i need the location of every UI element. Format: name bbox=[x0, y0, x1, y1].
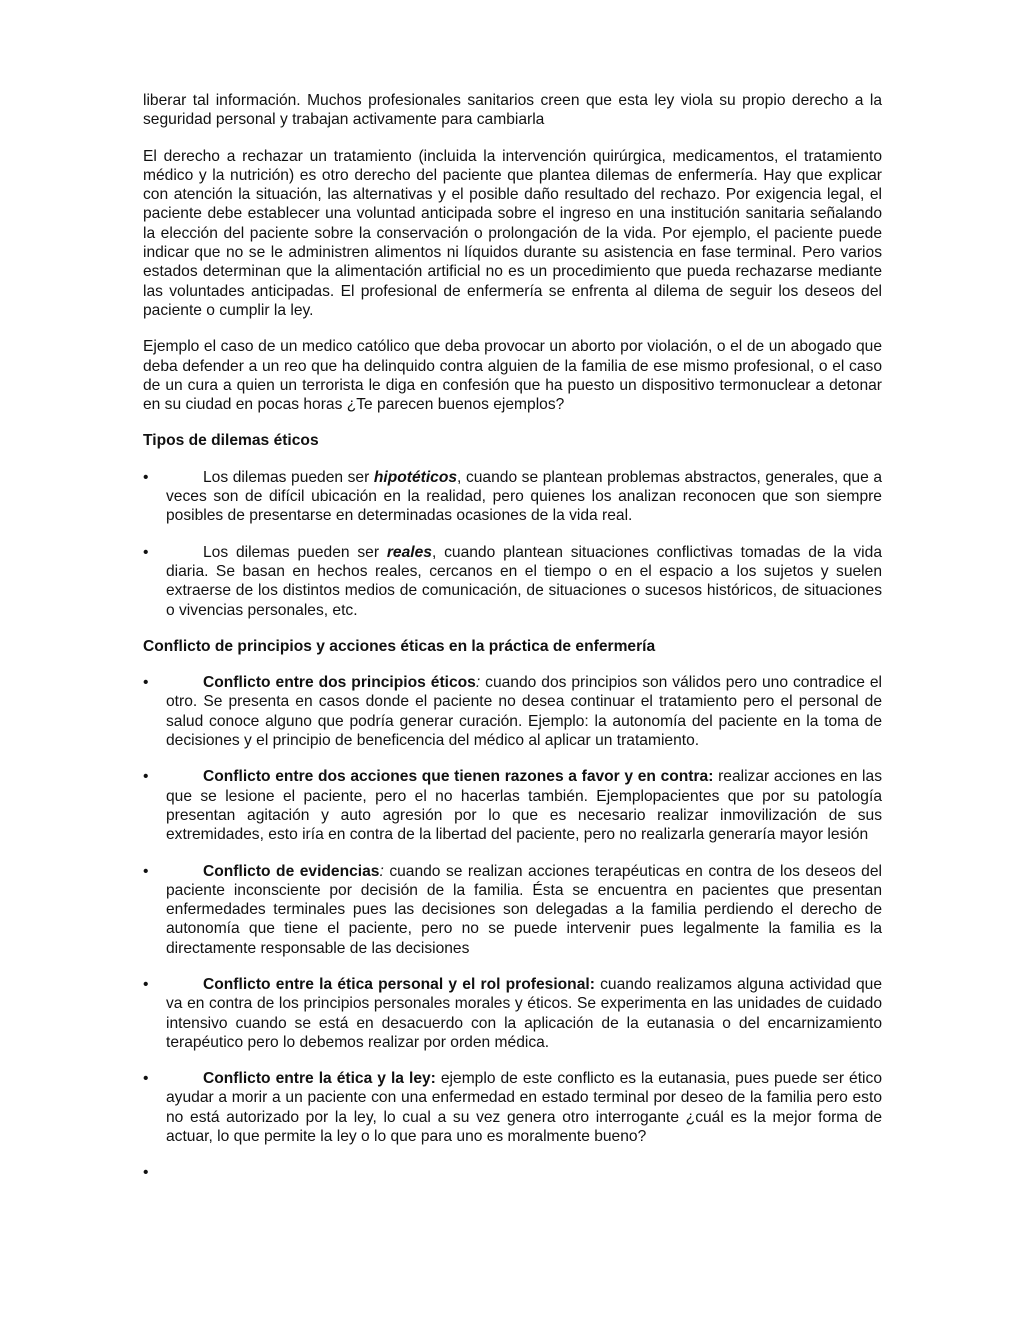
item-text: , cuando se plantean problemas abstractos, generales, que a veces son de difícil ubicación en la realidad, pero quienes los analizan reconocen que son siempre posibles de presentarse en determinadas ocasiones de la vida real. bbox=[166, 468, 883, 525]
bullet-marker: • bbox=[143, 543, 149, 561]
item-text: cuando dos principios son válidos pero uno contradice el otro. Se presenta en casos donde el paciente no desea continuar el tratamiento pero el personal de salud conoce alguno que podría generar curación. Ejemplo: la autonomía del paciente en la toma de decisiones y el principio de beneficencia del médico al aplicar un tratamiento. bbox=[166, 674, 883, 750]
paragraph-intro: liberar tal información. Muchos profesionales sanitarios creen que esta ley viola su propio derecho a la seguridad personal y trabajan activamente para cambiarla bbox=[143, 92, 882, 129]
item-separator: : bbox=[379, 862, 384, 880]
heading-principle-conflicts: Conflicto de principios y acciones éticas en la práctica de enfermería bbox=[143, 637, 656, 655]
item-term: reales bbox=[386, 543, 432, 561]
bullet-marker: • bbox=[143, 468, 149, 486]
item-lead: Los dilemas pueden ser bbox=[203, 543, 387, 561]
item-lead: Los dilemas pueden ser bbox=[203, 468, 374, 486]
empty-list-item bbox=[143, 1163, 882, 1182]
item-term: Conflicto entre la ética personal y el rol profesional: bbox=[203, 975, 595, 993]
item-term: Conflicto de evidencias bbox=[203, 862, 380, 880]
item-term: Conflicto entre dos acciones que tienen razones a favor y en contra: bbox=[203, 768, 714, 786]
bullet-marker: • bbox=[143, 768, 149, 786]
principle-conflicts-list bbox=[143, 673, 882, 1146]
list-item bbox=[143, 468, 882, 526]
dilemma-types-list bbox=[143, 468, 882, 620]
paragraph-examples: Ejemplo el caso de un medico católico que deba provocar un aborto por violación, o el de un abogado que deba defender a un reo que ha delinquido contra alguien de la familia de ese mismo profesional, o el caso de un cura a quien un terrorista le diga en confesión que ha puesto un dispositivo termonuclear a detonar en su ciudad en pocas horas ¿Te parecen buenos ejemplos? bbox=[143, 338, 882, 414]
item-text: cuando se realizan acciones terapéuticas en contra de los deseos del paciente inconsciente por decisión de la familia. Ésta se encuentra en pacientes que presentan enfermedades terminales pues las decisiones son delegadas a la familia perdiendo el derecho de autonomía que tiene el paciente, pero no se puede intervenir pues legalmente la familia es la directamente responsable de las decisiones bbox=[166, 862, 882, 957]
item-text: ejemplo de este conflicto es la eutanasia, pues puede ser ético ayudar a morir a un paciente con una enfermedad en estado terminal por deseo de la familia pero esto no está autorizado por la ley, lo cual a su vez genera otro interrogante ¿cuál es la mejor forma de actuar, lo que permite la ley o lo que para uno es moralmente bueno? bbox=[166, 1070, 882, 1146]
item-term: hipotéticos bbox=[373, 468, 458, 486]
list-item bbox=[143, 1069, 882, 1146]
list-item bbox=[143, 767, 882, 844]
heading-dilemma-types: Tipos de dilemas éticos bbox=[143, 432, 319, 450]
item-text: , cuando plantean situaciones conflictivas tomadas de la vida diaria. Se basan en hechos reales, cercanos en el tiempo o en el espacio a los sujetos y suelen extraerse de los distintos medios de comunicación, de situaciones o sucesos históricos, de situaciones o vivencias personales, etc. bbox=[166, 543, 882, 619]
bullet-marker: • bbox=[143, 975, 149, 993]
list-item bbox=[143, 673, 882, 750]
item-term: Conflicto entre la ética y la ley: bbox=[203, 1070, 436, 1088]
item-separator: : bbox=[475, 674, 481, 692]
bullet-marker: • bbox=[143, 862, 149, 880]
list-item bbox=[143, 862, 882, 958]
paragraph-right-to-refuse: El derecho a rechazar un tratamiento (incluida la intervención quirúrgica, medicamentos, el tratamiento médico y la nutrición) es otro derecho del paciente que plantea dilemas de enfermería. Hay que explicar con atención la situación, las alternativas y el posible daño resultado del rechazo. Por exigencia legal, el paciente debe establecer una voluntad anticipada sobre el ingreso en una institución sanitaria señalando la elección del paciente sobre la conservación o prolongación de la vida. Por ejemplo, el paciente puede indicar que no se le administren alimentos ni líquidos durante su asistencia en fase terminal. Pero varios estados determinan que la alimentación artificial no es un procedimiento que pueda rechazarse mediante las voluntades anticipadas. El profesional de enfermería se enfrenta al dilema de seguir los deseos del paciente o cumplir la ley. bbox=[143, 147, 882, 319]
bullet-marker: • bbox=[143, 674, 149, 692]
item-text: realizar acciones en las que se lesione el paciente, pero el no hacerlas también. Ejemplopacientes que por su patología presentan agitación y auto agresión por lo que es necesario realizar inmovilización de sus extremidades, esto iría en contra de la libertad del paciente, pero no realizarla generaría mayor lesión bbox=[166, 768, 882, 844]
item-text: cuando realizamos alguna actividad que va en contra de los principios personales morales y éticos. Se experimenta en las unidades de cuidado intensivo cuando se está en desacuerdo con la aplicación de la eutanasia o del encarnizamiento terapéutico pero lo debemos realizar por orden médica. bbox=[166, 975, 882, 1051]
bullet-marker: • bbox=[143, 1070, 149, 1088]
item-term: Conflicto entre dos principios éticos bbox=[203, 674, 476, 692]
list-item bbox=[143, 543, 882, 620]
list-item bbox=[143, 975, 882, 1052]
bullet-marker: • bbox=[143, 1164, 149, 1182]
